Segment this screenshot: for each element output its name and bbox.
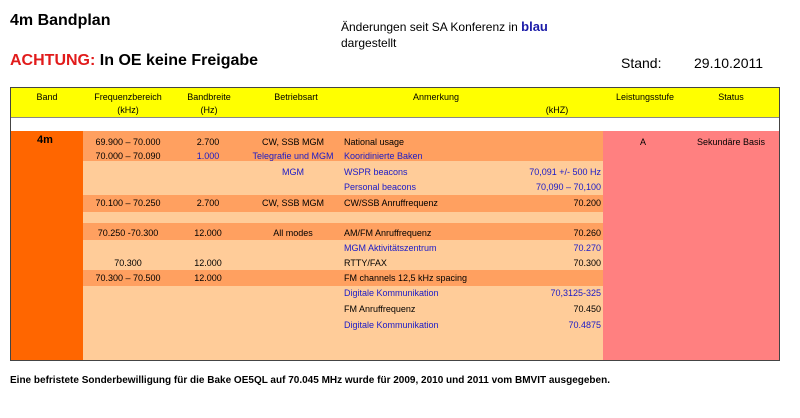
row-remark: FM channels 12,5 kHz spacing <box>344 273 468 283</box>
row-remark: Digitale Kommunikation <box>344 320 439 330</box>
row-value: 70.260 <box>573 228 601 238</box>
row-remark: WSPR beacons <box>344 167 408 177</box>
header-freq-unit: (kHz) <box>117 105 139 115</box>
row-remark: FM Anruffrequenz <box>344 304 416 314</box>
row-bw: 12.000 <box>194 258 222 268</box>
row-mode: CW, SSB MGM <box>261 137 324 147</box>
row-remark: National usage <box>344 137 405 147</box>
row-freq: 69.900 – 70.000 <box>95 137 161 147</box>
stand-date: 29.10.2011 <box>694 55 764 71</box>
row-mode: All modes <box>273 228 313 238</box>
row-mode: MGM <box>282 167 304 177</box>
row-value: 70.270 <box>573 243 601 253</box>
row-bw: 2.700 <box>196 137 220 147</box>
header-freq: Frequenzbereich <box>94 92 162 102</box>
header-bw-unit: (Hz) <box>200 105 218 115</box>
header-bw: Bandbreite <box>187 92 231 102</box>
row-value: 70.4875 <box>568 320 601 330</box>
row-remark: Digitale Kommunikation <box>344 288 439 298</box>
stand-label: Stand: <box>621 55 662 71</box>
row-bw: 12.000 <box>194 228 222 238</box>
table-header <box>11 88 779 118</box>
header-band: Band <box>36 92 58 102</box>
notice-prefix: Änderungen seit SA Konferenz in <box>341 20 518 34</box>
row-value: 70,091 +/- 500 Hz <box>529 167 601 177</box>
row-remark: CW/SSB Anruffrequenz <box>344 198 438 208</box>
notice-blue-word: blau <box>521 19 548 34</box>
change-notice <box>341 19 548 51</box>
row-mode: Telegrafie und MGM <box>252 151 334 161</box>
row-value: 70.300 <box>573 258 601 268</box>
footnote: Eine befristete Sonderbewilligung für die Bake OE5QL auf 70.045 MHz wurde für 2009, 2010 und 2011 vom BMVIT ausgegeben. <box>10 375 610 386</box>
row-value: 70,3125-325 <box>550 288 601 298</box>
row-remark: MGM Aktivitätszentrum <box>344 243 437 253</box>
row-remark: RTTY/FAX <box>344 258 387 268</box>
page-title: 4m Bandplan <box>10 12 111 29</box>
row-remark: Personal beacons <box>344 182 417 192</box>
row-mode: CW, SSB MGM <box>261 198 324 208</box>
warning-text: In OE keine Freigabe <box>99 52 259 69</box>
row-remark: AM/FM Anruffrequenz <box>344 228 432 238</box>
header-status: Status <box>718 92 744 102</box>
power-level: A <box>639 137 646 147</box>
warning-line <box>10 52 258 70</box>
notice-suffix: dargestellt <box>341 36 397 50</box>
row-value: 70,090 – 70,100 <box>535 182 601 192</box>
header-remark-unit: (kHZ) <box>545 105 569 115</box>
row-freq: 70.300 – 70.500 <box>95 273 161 283</box>
row-bw: 12.000 <box>194 273 222 283</box>
row-freq: 70.300 <box>114 258 142 268</box>
row-value: 70.450 <box>573 304 601 314</box>
row-bw: 1.000 <box>196 151 220 161</box>
header-mode: Betriebsart <box>274 92 318 102</box>
header-power: Leistungsstufe <box>615 92 675 102</box>
band-column <box>11 131 83 360</box>
row-bw: 2.700 <box>196 198 220 208</box>
bandplan-table <box>10 87 780 361</box>
row-freq: 70.000 – 70.090 <box>95 151 161 161</box>
row-freq: 70.100 – 70.250 <box>95 198 161 208</box>
band-name: 4m <box>37 134 53 146</box>
warning-label: ACHTUNG: <box>10 52 96 69</box>
status-value: Sekundäre Basis <box>696 137 766 147</box>
row-value: 70.200 <box>573 198 601 208</box>
row-freq: 70.250 -70.300 <box>97 228 159 238</box>
header-remark: Anmerkung <box>412 92 460 102</box>
power-status-column <box>603 131 779 360</box>
row-remark: Kooridinierte Baken <box>344 151 423 161</box>
